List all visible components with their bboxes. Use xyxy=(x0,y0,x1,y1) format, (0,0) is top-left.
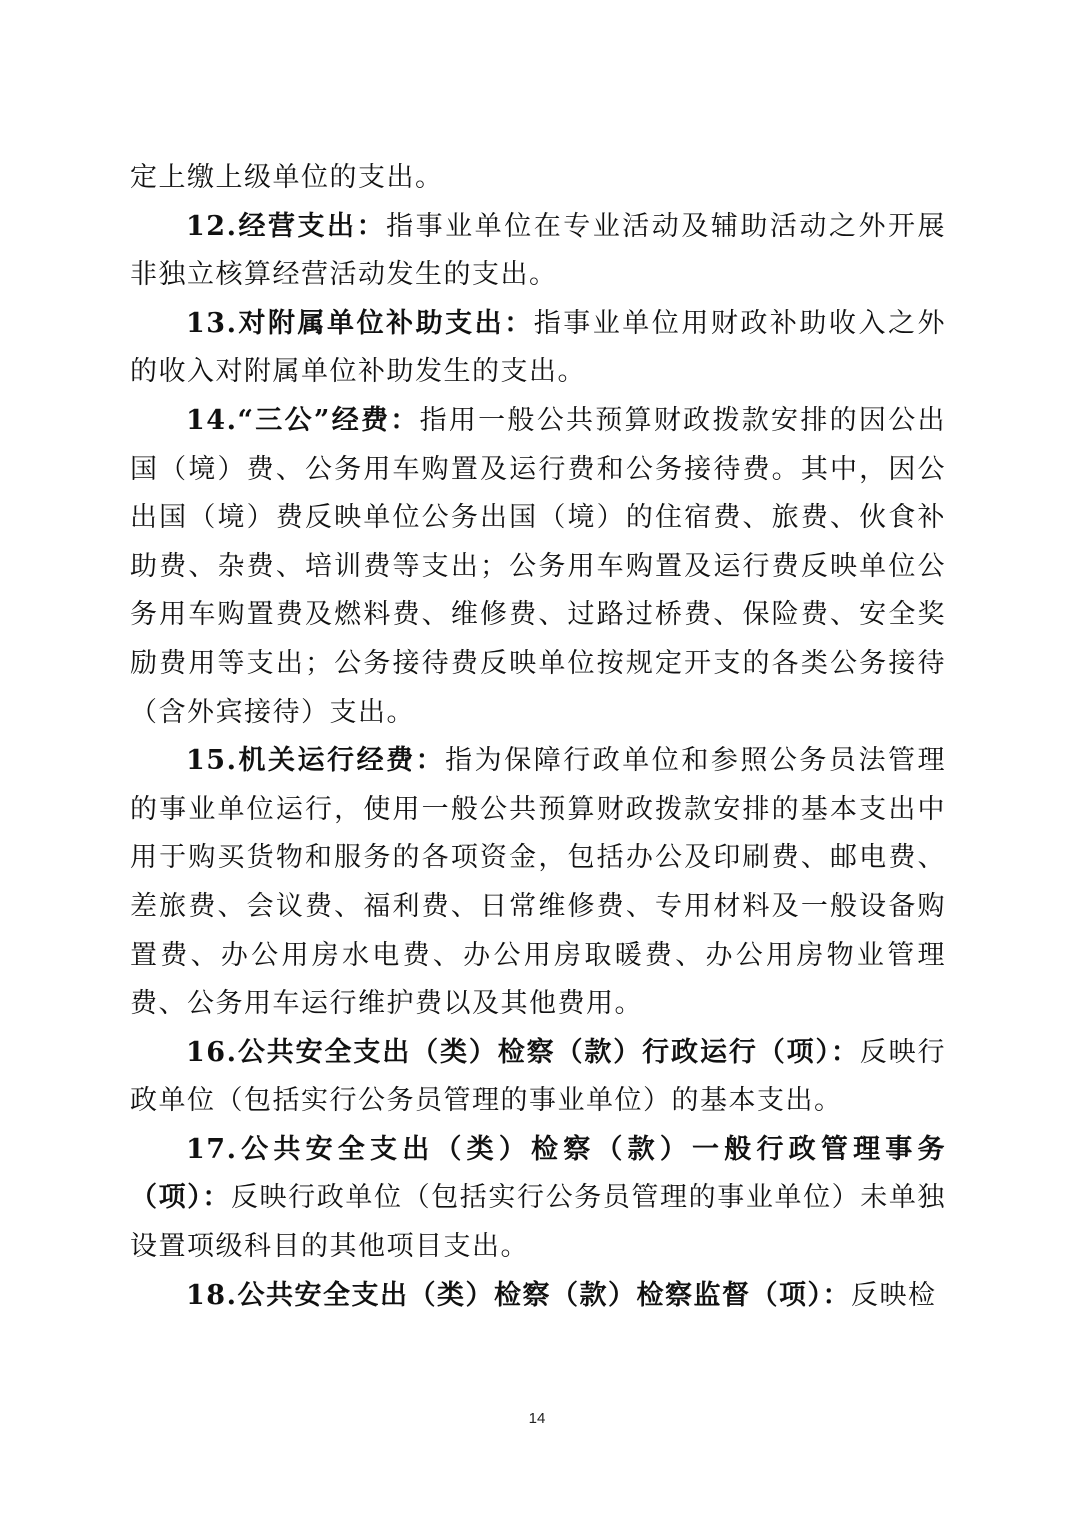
page-number: 14 xyxy=(528,1410,546,1427)
paragraph-text: 指事业单位用财政补助收入之外的收入对附属单位补助发生的支出。 xyxy=(130,307,946,388)
paragraph-item-18 xyxy=(130,1272,946,1321)
paragraph-item-17 xyxy=(130,1126,946,1272)
paragraph-item-12 xyxy=(130,203,946,300)
paragraph-text: 定上缴上级单位的支出。 xyxy=(130,162,444,193)
paragraph-item-14 xyxy=(130,397,946,737)
paragraph-text: 反映行政单位（包括实行公务员管理的事业单位）未单独设置项级科目的其他项目支出。 xyxy=(130,1182,947,1263)
term-heading: 18.公共安全支出（类）检察（款）检察监督（项）： xyxy=(186,1279,851,1311)
term-heading: 13.对附属单位补助支出： xyxy=(186,307,534,339)
paragraph-text: 反映行政单位（包括实行公务员管理的事业单位）的基本支出。 xyxy=(130,1036,946,1117)
paragraph-text: 指事业单位在专业活动及辅助活动之外开展非独立核算经营活动发生的支出。 xyxy=(130,210,946,291)
document-body xyxy=(130,154,946,1320)
paragraph-text: 指为保障行政单位和参照公务员法管理的事业单位运行，使用一般公共预算财政拨款安排的基本支出中用于购买货物和服务的各项资金，包括办公及印刷费、邮电费、差旅费、会议费、福利费、日常维修费、专用材料及一般设备购置费、办公用房水电费、办公用房取暖费、办公用房物业管理费、公务用车运行维护费以及其他费用。 xyxy=(130,745,946,1020)
paragraph-item-16 xyxy=(130,1029,946,1126)
paragraph-item-13 xyxy=(130,300,946,397)
term-heading: 15.机关运行经费： xyxy=(186,745,446,777)
term-heading: 16.公共安全支出（类）检察（款）行政运行（项）： xyxy=(186,1036,860,1068)
paragraph-text: 反映检 xyxy=(850,1279,937,1311)
paragraph-text: 指用一般公共预算财政拨款安排的因公出国（境）费、公务用车购置及运行费和公务接待费。其中，因公出国（境）费反映单位公务出国（境）的住宿费、旅费、伙食补助费、杂费、培训费等支出；公务用车购置及运行费反映单位公务用车购置费及燃料费、维修费、过路过桥费、保险费、安全奖励费用等支出；公务接待费反映单位按规定开支的各类公务接待（含外宾接待）支出。 xyxy=(130,404,946,728)
term-heading: 14.“三公”经费： xyxy=(186,404,420,436)
paragraph-continuation xyxy=(130,154,946,203)
term-heading: 12.经营支出： xyxy=(186,210,387,242)
paragraph-item-15 xyxy=(130,737,946,1029)
term-heading: 17.公共安全支出（类）检察（款）一般行政管理事务（项）： xyxy=(130,1133,946,1214)
